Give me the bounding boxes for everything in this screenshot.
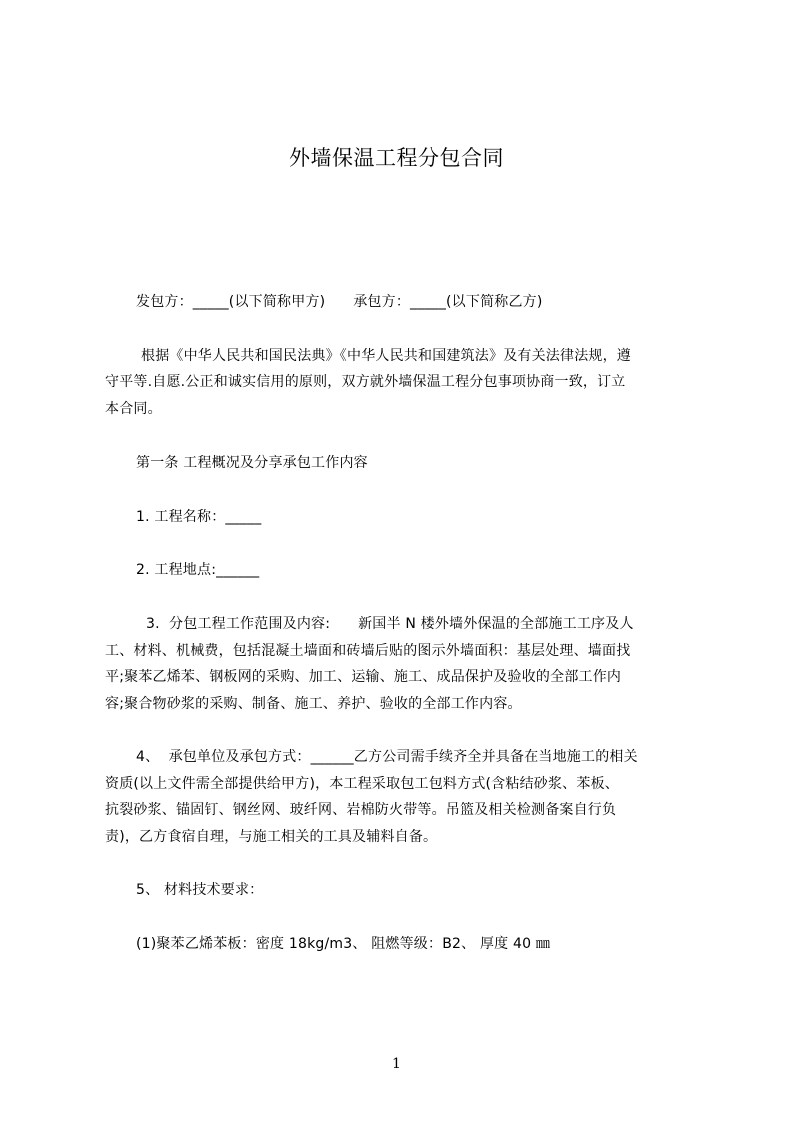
material-requirement-1: (1)聚苯乙烯苯板：密度 18kg/m3、 阻燃等级：B2、 厚度 40 ㎜ <box>136 936 551 952</box>
material-requirements-heading: 5、 材料技术要求： <box>136 882 264 898</box>
contractor-line-3: 抗裂砂浆、锚固钉、钢丝网、玻纤网、岩棉防火带等。吊篮及相关检测备案自行负 <box>105 802 617 818</box>
contractor-line-1: 4、 承包单位及承包方式：______乙方公司需手续齐全并具备在当地施工的相关 <box>136 749 638 765</box>
contractor-line-4: 责)，乙方食宿自理，与施工相关的工具及辅料自备。 <box>105 829 438 845</box>
preamble-line-1: 根据《中华人民共和国民法典》《中华人民共和国建筑法》及有关法律法规，遵 <box>141 348 631 364</box>
project-name-item: 1. 工程名称：_____ <box>136 509 262 525</box>
parties-line: 发包方：_____(以下简称甲方) 承包方：_____(以下简称乙方) <box>136 294 543 310</box>
project-location-item: 2. 工程地点:______ <box>136 562 260 578</box>
article-1-heading: 第一条 工程概况及分享承包工作内容 <box>136 455 368 471</box>
scope-line-2: 工、材料、机械费，包括混凝土墙面和砖墙后贴的图示外墙面积：基层处理、墙面找 <box>105 643 631 659</box>
page-number: 1 <box>392 1056 401 1072</box>
preamble-line-3: 本合同。 <box>105 401 162 417</box>
scope-line-4: 容;聚合物砂浆的采购、制备、施工、养护、验收的全部工作内容。 <box>105 696 522 712</box>
preamble-line-2: 守平等.自愿.公正和诚实信用的原则，双方就外墙保温工程分包事项协商一致，订立 <box>105 374 626 390</box>
contractor-line-2: 资质(以上文件需全部提供给甲方)，本工程采取包工包料方式(含粘结砂浆、苯板、 <box>105 776 619 792</box>
scope-line-1: 3. 分包工程工作范围及内容: 新国半 N 楼外墙外保温的全部施工工序及人 <box>146 616 634 632</box>
scope-line-3: 平;聚苯乙烯苯、钢板网的采购、加工、运输、施工、成品保护及验收的全部工作内 <box>105 669 622 685</box>
document-title: 外墙保温工程分包合同 <box>289 146 504 170</box>
